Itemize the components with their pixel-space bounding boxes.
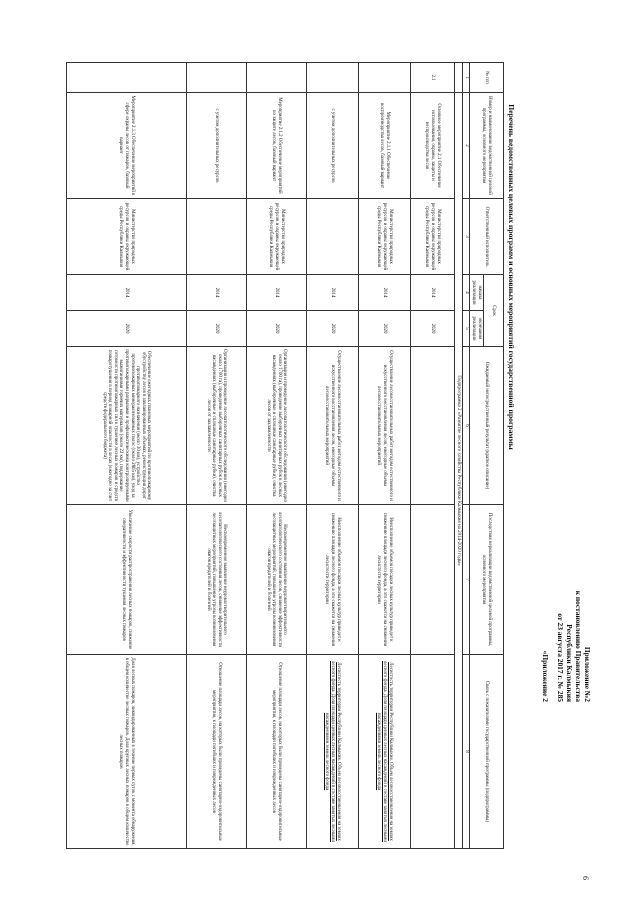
appendix-header <box>556 482 592 702</box>
row-link: Отношение площади лесов, на которых были проведены санитарно-оздоровительные мероприятия, к площади погибших и поврежденных лесов <box>246 655 306 849</box>
row-start: 2014 <box>66 275 186 311</box>
row-link: Лесистость территории Республики Калмыкия. Объем лесовосстановления на землях лесного фонда. Доля площади ценных лесных насаждений в составе занятых лесными насаждениями земель лесного фонда <box>306 655 358 849</box>
page-number: 6 <box>581 876 590 880</box>
row-consequence: Увеличение скорости распространения лесных пожаров, снижение оперативности и эффективности тушения лесных пожаров <box>66 505 186 655</box>
row-executor <box>186 199 246 275</box>
row-end: 2020 <box>186 311 246 347</box>
table-row <box>358 63 410 849</box>
row-executor: Министерство природных ресурсов и охраны окружающей среды Республики Калмыкия <box>358 199 410 275</box>
row-link: Лесистость территории Республики Калмыкия. Объем лесовосстановления на землях лесного фонда. Доля площади ценных лесных насаждений в составе занятых лесными насаждениями земель лесного фонда <box>358 655 410 849</box>
table-row <box>306 63 358 849</box>
row-number <box>66 63 186 93</box>
row-number <box>358 63 410 93</box>
row-result: Организация и проведение лесопатологического обследования (ежегодно около 1700 га), проведение выборочных санитарных рубок в лесных насаждениях (выборочные и сплошные санитарные рубки), очистка лесов от захламленности <box>186 347 246 505</box>
row-name: Мероприятие 2.1.1 Обеспечение воспроизводства лесов, базовый вариант <box>358 93 410 199</box>
row-executor: Министерство природных ресурсов и охраны окружающей среды Республики Калмыкия <box>66 199 186 275</box>
document-title: Перечень ведомственных целевых программ и основных мероприятий государственной программы <box>507 104 516 450</box>
header-link: Связь с показателями государственной программы (подпрограммы) <box>469 655 503 849</box>
programs-table <box>66 62 504 849</box>
row-end: 2020 <box>410 311 454 347</box>
row-executor <box>306 199 358 275</box>
row-executor: Министерство природных ресурсов и охраны окружающей среды Республики Калмыкия <box>410 199 454 275</box>
row-start: 2014 <box>246 275 306 311</box>
row-start: 2014 <box>358 275 410 311</box>
header-end: окончания реализации <box>469 311 483 347</box>
row-name: с учетом дополнительных ресурсов <box>306 93 358 199</box>
appendix-line: Республики Калмыкия <box>565 624 574 702</box>
row-link: Отношение площади лесов, на которых были проведены санитарно-оздоровительные мероприятия, к площади погибших и поврежденных лесов <box>186 655 246 849</box>
header-number: № п/п <box>469 63 503 93</box>
row-start: 2014 <box>186 275 246 311</box>
header-result: Ожидаемый непосредственный результат (краткое описание) <box>469 347 503 505</box>
row-name: Мероприятие 2.1.2 Обеспечение мероприятий по защите лесов, базовый вариант <box>246 93 306 199</box>
column-number: 5 <box>463 311 470 347</box>
row-number <box>186 63 246 93</box>
table-row <box>66 63 186 849</box>
column-number: 1 <box>463 63 470 93</box>
column-number: 8 <box>463 655 470 849</box>
row-number: 2.1 <box>410 63 454 93</box>
row-result: Обеспечение ежегодных плановых мероприятий по противопожарному обустройству лесов в запланированных объемах, реконструкция дорог противопожарного назначения (около 30 км), устройство противопожарных минерализованных полос (около 2865 км), уход за противопожарными разрывами и профилактическими контролируемыми выжиганиями горючих материалов (около 22 км), поддержание готовности противопожарных сил к тушению лесных пожаров и средств пожаротушения в период пожарной опасности в лесах (ежегодно за счет средств федерального бюджета) <box>66 347 186 505</box>
row-consequence: Неисполнение объемов посадки лесных культур приведет к снижению площади лесного фонда, а это скажется на снижении лесистости территории <box>306 505 358 655</box>
table-row <box>410 63 454 849</box>
row-name: Мероприятие 2.1.3 Обеспечение мероприятий в сфере охраны лесов от пожаров, базовый вариант <box>66 93 186 199</box>
row-name: Основное мероприятие 2.1 Обеспечение использования, охраны, защиты и воспроизводства лесов <box>410 93 454 199</box>
column-number: 7 <box>463 505 470 655</box>
appendix-subtitle: «Приложение 2 <box>541 650 550 702</box>
row-end: 2020 <box>358 311 410 347</box>
row-number <box>246 63 306 93</box>
document-page <box>40 22 600 882</box>
table-row <box>246 63 306 849</box>
row-start: 2014 <box>410 275 454 311</box>
row-result <box>410 347 454 505</box>
header-consequence: Последствия нереализации ведомственной целевой программы, основного мероприятия <box>469 505 503 655</box>
row-end: 2020 <box>306 311 358 347</box>
row-name: с учетом дополнительных ресурсов <box>186 93 246 199</box>
row-end: 2020 <box>66 311 186 347</box>
row-consequence <box>410 505 454 655</box>
column-number: 2 <box>463 93 470 199</box>
row-start: 2014 <box>306 275 358 311</box>
appendix-line: от 23 августа 2017 г. № 285 <box>556 613 565 702</box>
header-executor: Ответственный исполнитель <box>469 199 503 275</box>
header-name: Номер и наименование ведомственной целевой программы, основного мероприятия <box>469 93 503 199</box>
row-link <box>410 655 454 849</box>
row-result: Организация и проведение лесопатологического обследования (ежегодно около 1700 га), проведение выборочных санитарных рубок в лесных насаждениях (выборочные и сплошные санитарные рубки), очистка лесов от захламленности <box>246 347 306 505</box>
row-consequence: Неисполнение объемов посадки лесных культур приведет к снижению площади лесного фонда, а это скажется на снижении лесистости территории <box>358 505 410 655</box>
column-number: 3 <box>463 199 470 275</box>
row-number <box>306 63 358 93</box>
subprogram-title: Подпрограмма 2 «Развитие лесного хозяйства Республики Калмыкия на 2014-2020 годы» <box>454 93 463 849</box>
row-consequence: Несвоевременное выявление неудовлетворительного лесопатологического состояния лесов, снижение эффективности лесозащитных мероприятий, повышение угрозы возникновения очагов вредителей и болезней <box>246 505 306 655</box>
header-term: Срок <box>484 275 504 347</box>
column-number: 4 <box>463 275 470 311</box>
appendix-line: Приложение №2 <box>583 646 592 702</box>
table-row <box>186 63 246 849</box>
row-consequence: Несвоевременное выявление неудовлетворительного лесопатологического состояния лесов, снижение эффективности лесозащитных мероприятий, повышение угрозы возникновения очагов вредителей и болезней <box>186 505 246 655</box>
appendix-line: к постановлению Правительства <box>574 590 583 702</box>
row-result: Осуществление лесовосстановительных работ методом естественного и искусственного восстановления лесов, ежегодные объемы лесовосстановительных мероприятий <box>306 347 358 505</box>
row-end: 2020 <box>246 311 306 347</box>
row-link: Доля лесных пожаров, ликвидированных в течение первых суток с момента обнаружения, в общем количестве лесных пожаров. Доля крупных лесных пожаров в общем количестве лесных пожаров <box>66 655 186 849</box>
column-number: 6 <box>463 347 470 505</box>
row-executor: Министерство природных ресурсов и охраны окружающей среды Республики Калмыкия <box>246 199 306 275</box>
row-result: Осуществление лесовосстановительных работ методом естественного и искусственного восстановления лесов, ежегодные объемы лесовосстановительных мероприятий <box>358 347 410 505</box>
header-start: начала реализации <box>469 275 483 311</box>
